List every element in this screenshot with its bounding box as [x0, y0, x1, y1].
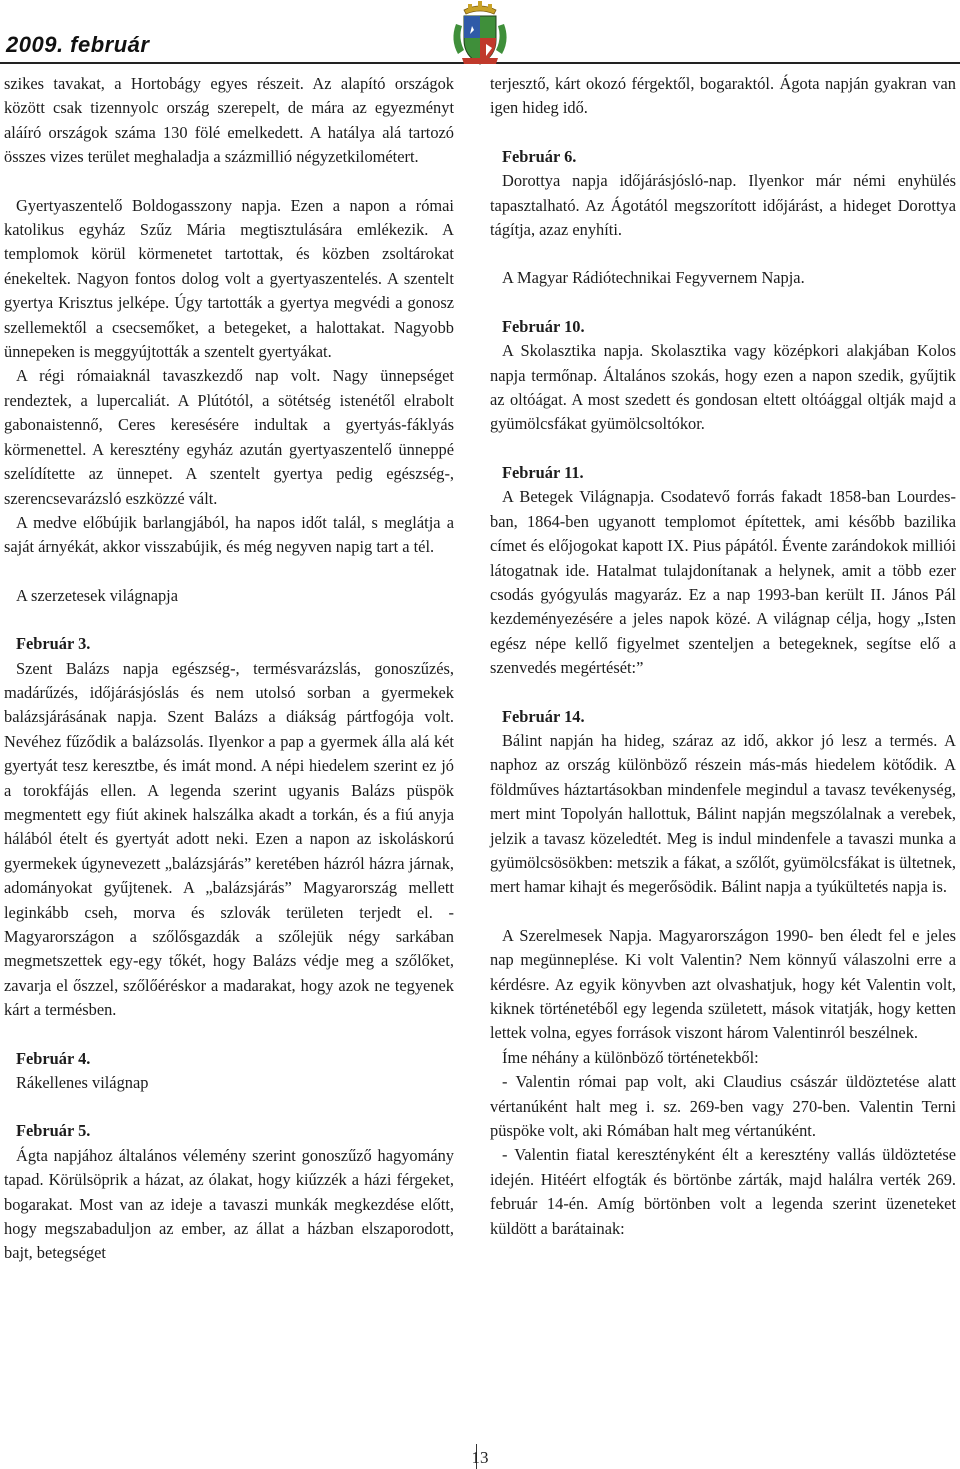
paragraph: Rákellenes világnap: [16, 1073, 149, 1093]
left-column: [4, 72, 454, 1266]
coat-of-arms-icon: [444, 0, 516, 68]
paragraph: A Szerelmesek Napja. Magyarországon 1990- ben éledt fel e jeles nap megünneplése. Ki volt Valentin? Nem könnyű válaszolni erre a kérdésre. Az egyik könyvben azt olvashatjuk, hogy két Valentin volt, kiknek történetéből egy legenda született, mások vitatják, hogy ketten lettek volna, egyes források viszont három Valentinról beszélnek.: [490, 925, 956, 1043]
date-heading: Február 6.: [502, 146, 577, 166]
page-header: [0, 0, 960, 64]
paragraph: A szerzetesek világnapja: [16, 585, 179, 605]
date-heading: Február 10.: [502, 316, 585, 336]
issue-date-title: 2009. február: [6, 32, 150, 57]
paragraph: A régi rómaiaknál tavaszkezdő nap volt. Nagy ünnepséget rendeztek, a lupercaliát. A Plútótól, a sötétség istenétől elrabolt gabonaistennő, Ceres keresésére indultak a gyertyás-fáklyás körmenettel. A keresztény egyház azután gyertyaszentelő ünneppé szelídítette az ünnepet. A szentelt gyertya pedig egészség-, szerencsevarázsló eszközzé vált.: [4, 366, 454, 508]
right-column: [490, 72, 956, 1241]
paragraph: Íme néhány a különböző történetekből:: [502, 1047, 759, 1067]
paragraph: Ágta napjához általános vélemény szerint gonoszűző hagyomány tapad. Körülsöprik a házat, az ólakat, hogy kiűzzék a házi férgeket, bogarakat. Most van az ideje a tavaszi munkák megkezdése előtt, hogy megszabaduljon az ember, az állat a házban elszaporodott, bajt, betegséget: [4, 1145, 454, 1263]
page-number: 13: [471, 1448, 489, 1467]
paragraph: Szent Balázs napja egészség-, termésvarázslás, gonoszűzés, madárűzés, időjárásjóslás és nem utolsó sorban a gyermekek balázsjárásának napja. Szent Balázs a diákság pártfogója volt. Nevéhez fűződik a balázsolás. Ilyenkor a pap a gyermek álla alá két gyertyát tesz keresztbe, és imát mond. A népi hiedelem szerint ez jó a torokfájás ellen. A legenda szerint ugyanis Balázs püspök megmentett egy fiút akinek halszálka akadt a torkán, és a fiú anyja hálából ételt és gyertyát adott neki. Ezen a napon az iskoláskorú gyermekek úgynevezett „balázsjárás” keretében házról házra járnak, adományokat gyűjtenek. A „balázsjárás” Magyarország mellett leginkább cseh, morva és szlovák területen terjedt el. - Magyarországon a szőlősgazdák a szőlejük négy sarkában megmetszettek egy-egy tőkét, hogy Balázs védje meg a szőlőket, zavarja el őszzel, szőlőéréskor a madarakat, hogy azok ne tegyenek kárt a termésben.: [4, 658, 454, 1020]
paragraph: A medve előbújik barlangjából, ha napos időt talál, s meglátja a saját árnyékát, akkor visszabújik, és még negyven napig tart a tél.: [4, 512, 454, 557]
date-heading: Február 14.: [502, 706, 585, 726]
paragraph: A Betegek Világnapja. Csodatevő forrás fakadt 1858-ban Lourdes-ban, 1864-ben ugyanott templomot építettek, ami később bazilika címet és előjogokat kapott IX. Pius pápától. Évente zarándokok milliói látogatnak ide. Hatalmat tulajdonítanak a helynek, amit a több ezer csodás gyógyulás magyaráz. Ez a nap 1993-ban került II. János Pál kezdeményezésére a jeles napok közé. A világnap célja, hogy „Isten egész népe kellő figyelmet szenteljen a betegeknek, segítse elő a szenvedés megértését:”: [490, 487, 956, 678]
paragraph: A Skolasztika napja. Skolasztika vagy középkori alakjában Kolos napja termőnap. Általános szokás, hogy ezen a napon szedik, gyűjtik az oltóágat. A most szedett és gondosan eltett oltóággal oltják majd a gyümölcsfákat gyümölcsoltókor.: [490, 341, 956, 434]
date-heading: Február 5.: [16, 1121, 91, 1141]
paragraph: A Magyar Rádiótechnikai Fegyvernem Napja.: [502, 268, 805, 288]
paragraph: Dorottya napja időjárásjósló-nap. Ilyenkor már némi enyhülés tapasztalható. Az Ágotától megszorított időjárást, a hideget Dorottya tágítja, azaz enyhíti.: [490, 171, 956, 240]
paragraph: - Valentin fiatal keresztényként élt a keresztény vallás üldöztetése idején. Hitéért elfogták és börtönbe zárták, majd halálra verték 269. február 14-én. Amíg börtönben volt a legenda szerint üzeneteket küldött a barátainak:: [490, 1145, 956, 1238]
paragraph: Gyertyaszentelő Boldogasszony napja. Ezen a napon a római katolikus egyház Szűz Mária megtisztulására emlékezik. A templomok körül körmenetet tartottak, és közben zsoltárokat énekeltek. Nagyon fontos dolog volt a gyertyaszentelés. A szentelt gyertya Krisztus jelképe. Úgy tartották a gyertya megvédi a gonosz szellemektől a csecsemőket, a betegeket, a halottakat. Nagyobb ünnepeken is meggyújtották a szentelt gyertyákat.: [4, 195, 454, 362]
date-heading: Február 4.: [16, 1048, 91, 1068]
paragraph: Bálint napján ha hideg, száraz az idő, akkor jó lesz a termés. A naphoz az ország különböző részein más-más hiedelem kötődik. A földműves háztartásokban mindenfele megindul a tavasz tevékenység, mert mint Topolyán hallottuk, Bálint napján megszólalnak a verebek, jelzik a tavasz közeledtét. Meg is indul mindenfele a tavaszi munka a gyümölcsösökben: metszik a fákat, a szőlőt, gyümölcsfákat is ültetnek, mert hamar kihajt és megerősödik. Bálint napja a tyúkültetés napja is.: [490, 730, 956, 897]
paragraph: terjesztő, kárt okozó férgektől, bogaraktól. Ágota napján gyakran van igen hideg idő.: [490, 74, 956, 118]
paragraph: szikes tavakat, a Hortobágy egyes részeit. Az alapító országok között csak tizennyolc ország szerepelt, de mára az egyezményt aláíró országok száma 130 fölé emelkedett. A hatálya alá tartozó összes vizes terület meghaladja a százmillió négyzetkilométert.: [4, 74, 454, 167]
paragraph: - Valentin római pap volt, aki Claudius császár üldöztetése alatt vértanúként halt meg i. sz. 269-ben vagy 270-ben. Valentin Terni püspöke volt, aki Rómában halt meg vértanúként.: [490, 1072, 956, 1141]
date-heading: Február 3.: [16, 634, 91, 654]
date-heading: Február 11.: [502, 462, 584, 482]
